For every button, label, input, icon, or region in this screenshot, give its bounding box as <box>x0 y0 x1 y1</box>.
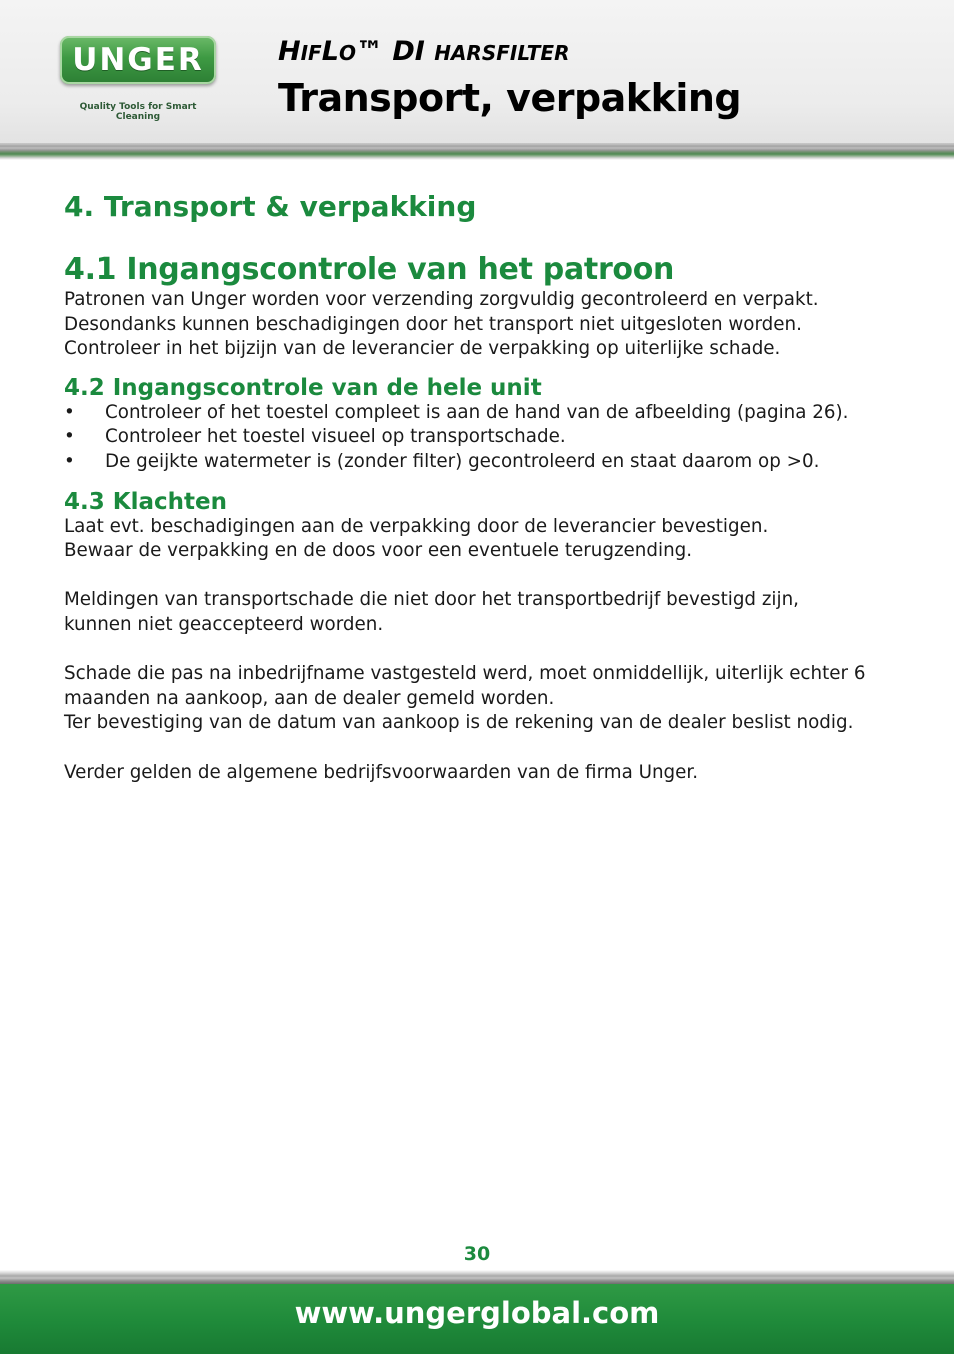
page-number: 30 <box>463 1243 491 1265</box>
website-link[interactable]: www.ungerglobal.com <box>294 1296 660 1330</box>
text-line: Meldingen van transportschade die niet door het transportbedrijf bevestigd zijn, <box>64 589 799 611</box>
heading-4-1: 4.1 Ingangscontrole van het patroon <box>64 252 675 287</box>
document-title: Transport, verpakking <box>278 76 742 120</box>
text-line: Desondanks kunnen beschadigingen door het transport niet uitgesloten worden. <box>64 313 802 335</box>
header-divider <box>0 143 954 160</box>
page-header <box>0 0 954 146</box>
list-item: • Controleer het toestel visueel op transportschade. <box>64 425 904 450</box>
bullet-marker: • <box>64 401 75 423</box>
logo-wordmark: UNGER <box>72 42 204 78</box>
bullet-marker: • <box>64 450 75 472</box>
section-4-3 <box>64 489 904 786</box>
page-footer <box>0 1284 954 1354</box>
text-line: Controleer in het bijzijn van de leverancier de verpakking op uiterlijke schade. <box>64 338 781 360</box>
list-item: • De geijkte watermeter is (zonder filter) gecontroleerd en staat daarom op >0. <box>64 450 904 475</box>
page-content <box>64 188 904 785</box>
section-4-3-text <box>64 515 904 786</box>
list-item: • Controleer of het toestel compleet is aan de hand van de afbeelding (pagina 26). <box>64 401 904 426</box>
document-subtitle: HIFLO™ DI HARSFILTER <box>278 36 570 67</box>
text-line: Laat evt. beschadigingen aan de verpakking door de leverancier bevestigen. <box>64 515 769 537</box>
logo-badge <box>60 36 216 84</box>
text-line: Verder gelden de algemene bedrijfsvoorwaarden van de firma Unger. <box>64 761 699 783</box>
text-line: maanden na aankoop, aan de dealer gemeld worden. <box>64 687 555 709</box>
text-line: Schade die pas na inbedrijfname vastgesteld werd, moet onmiddellijk, uiterlijk echter 6 <box>64 663 866 685</box>
bullet-marker: • <box>64 426 75 448</box>
unger-logo <box>60 36 216 122</box>
section-4-1-text <box>64 288 904 362</box>
logo-tagline: Quality Tools for Smart Cleaning <box>79 102 197 122</box>
text-line: Ter bevestiging van de datum van aankoop is de rekening van de dealer beslist nodig. <box>64 712 854 734</box>
section-4-2 <box>64 375 904 475</box>
section-title: 4. Transport & verpakking <box>64 190 477 223</box>
footer-divider <box>0 1270 954 1284</box>
text-line: Patronen van Unger worden voor verzending zorgvuldig gecontroleerd en verpakt. <box>64 289 819 310</box>
bullet-list <box>64 401 904 475</box>
heading-4-2: 4.2 Ingangscontrole van de hele unit <box>64 374 542 401</box>
text-line: kunnen niet geaccepteerd worden. <box>64 613 384 635</box>
text-line: Bewaar de verpakking en de doos voor een eventuele terugzending. <box>64 540 693 562</box>
heading-4-3: 4.3 Klachten <box>64 488 227 515</box>
